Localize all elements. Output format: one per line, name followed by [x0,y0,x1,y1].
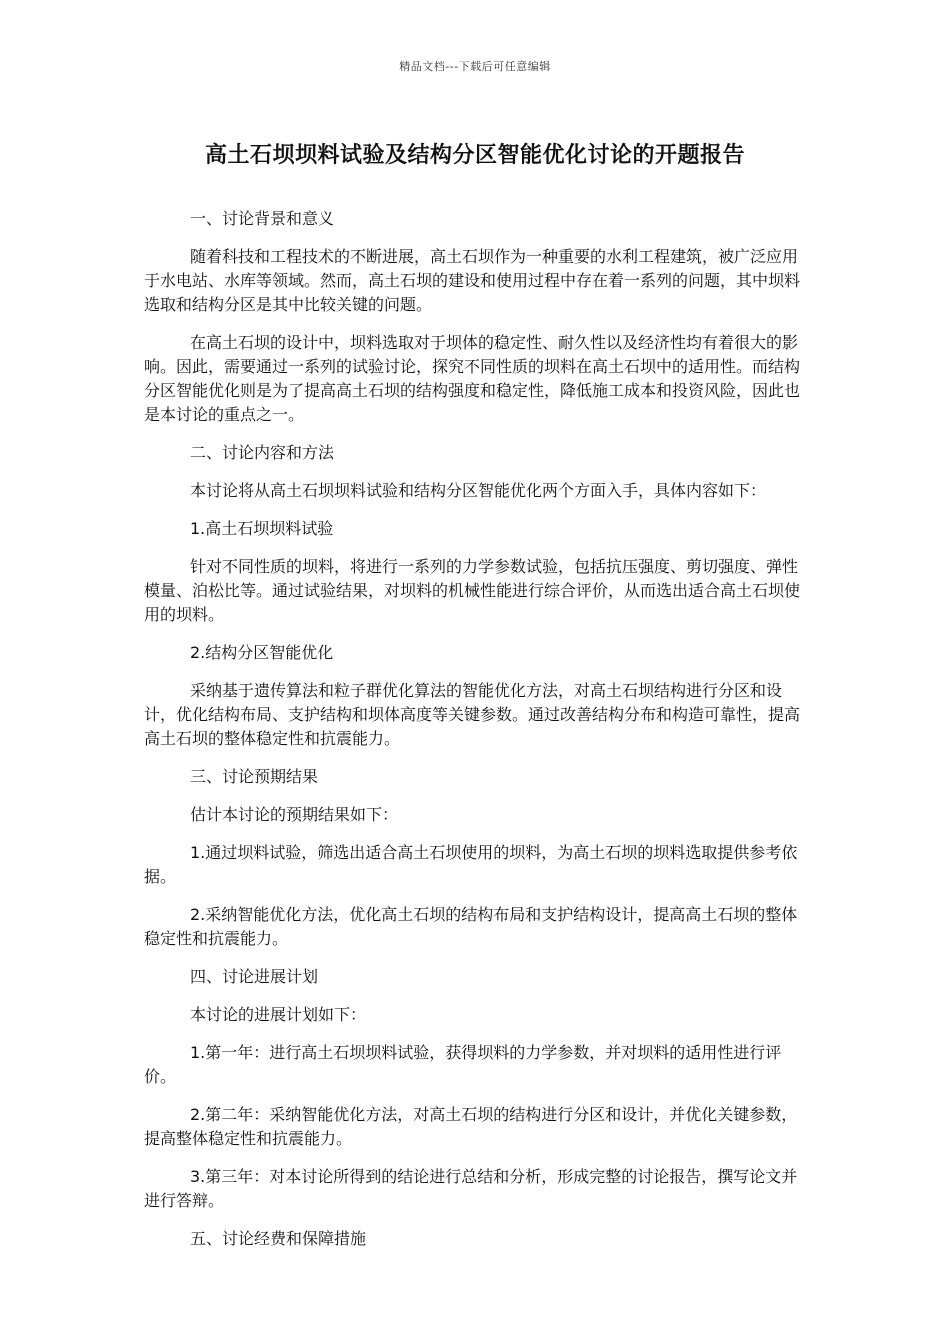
list-item: 1.第一年：进行高土石坝坝料试验，获得坝料的力学参数，并对坝料的适用性进行评价。 [144,1043,782,1086]
paragraph: 本讨论的进展计划如下： [190,1005,367,1024]
list-item: 2.第二年：采纳智能优化方法，对高土石坝的结构进行分区和设计，并优化关键参数，提高整体稳定性和抗震能力。 [144,1105,798,1148]
section-heading: 五、讨论经费和保障措施 [190,1229,367,1248]
paragraph: 针对不同性质的坝料，将进行一系列的力学参数试验，包括抗压强度、剪切强度、弹性模量、泊松比等。通过试验结果，对坝料的机械性能进行综合评价，从而选出适合高土石坝使用的坝料。 [144,557,801,624]
subsection-heading: 1.高土石坝坝料试验 [190,519,334,538]
document-body [144,207,812,1265]
paragraph: 估计本讨论的预期结果如下： [190,805,399,824]
paragraph: 采纳基于遗传算法和粒子群优化算法的智能优化方法，对高土石坝结构进行分区和设计，优化结构布局、支护结构和坝体高度等关键参数。通过改善结构分布和构造可靠性，提高高土石坝的整体稳定性和抗震能力。 [144,681,801,748]
section-heading: 四、讨论进展计划 [190,967,319,986]
header-note: 精品文档---下载后可任意编辑 [399,60,551,73]
section-heading: 一、讨论背景和意义 [190,209,335,228]
section-heading: 二、讨论内容和方法 [190,443,335,462]
list-item: 3.第三年：对本讨论所得到的结论进行总结和分析，形成完整的讨论报告，撰写论文并进行答辩。 [144,1167,798,1210]
subsection-heading: 2.结构分区智能优化 [190,643,334,662]
paragraph: 在高土石坝的设计中，坝料选取对于坝体的稳定性、耐久性以及经济性均有着很大的影响。因此，需要通过一系列的试验讨论，探究不同性质的坝料在高土石坝中的适用性。而结构分区智能优化则是为了提高高土石坝的结构强度和稳定性，降低施工成本和投资风险，因此也是本讨论的重点之一。 [144,333,801,424]
list-item: 1.通过坝料试验，筛选出适合高土石坝使用的坝料，为高土石坝的坝料选取提供参考依据。 [144,843,798,886]
section-heading: 三、讨论预期结果 [190,767,319,786]
paragraph: 随着科技和工程技术的不断进展，高土石坝作为一种重要的水利工程建筑，被广泛应用于水电站、水库等领域。然而，高土石坝的建设和使用过程中存在着一系列的问题，其中坝料选取和结构分区是其中比较关键的问题。 [144,247,801,314]
list-item: 2.采纳智能优化方法，优化高土石坝的结构布局和支护结构设计，提高高土石坝的整体稳定性和抗震能力。 [144,905,798,948]
document-title: 高土石坝坝料试验及结构分区智能优化讨论的开题报告 [204,143,745,168]
paragraph: 本讨论将从高土石坝坝料试验和结构分区智能优化两个方面入手，具体内容如下： [190,481,767,500]
